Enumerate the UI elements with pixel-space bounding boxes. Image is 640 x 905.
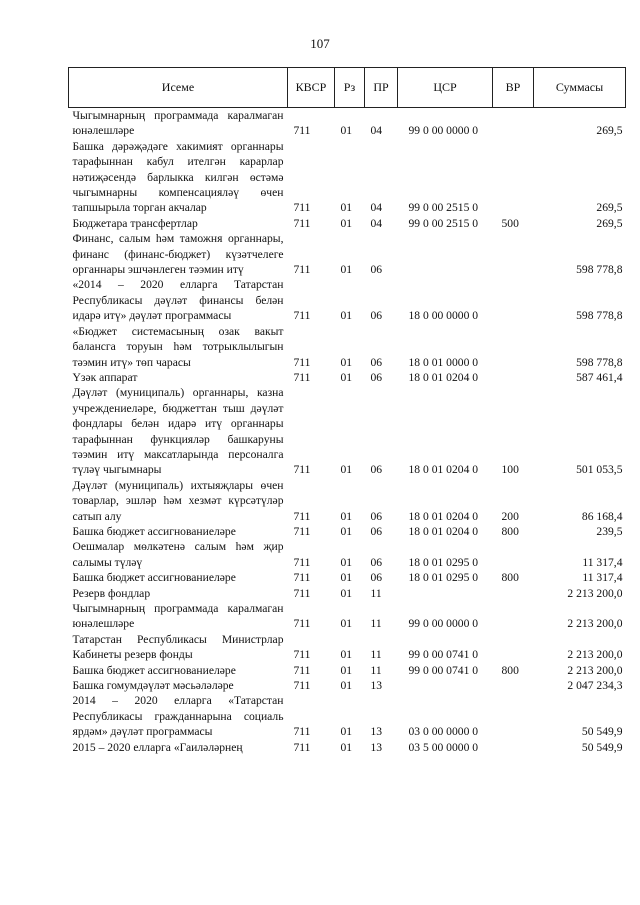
cell-kvsr: 711 bbox=[293, 586, 311, 600]
cell-kvsr: 711 bbox=[293, 555, 311, 569]
header-sum: Суммасы bbox=[534, 68, 626, 108]
cell-kvsr: 711 bbox=[293, 355, 311, 369]
cell-rz: 01 bbox=[340, 725, 353, 739]
table-row bbox=[69, 231, 626, 277]
cell-sum: 269,5 bbox=[596, 124, 623, 138]
cell-name: 2015 – 2020 елларга «Гаиләләрнең bbox=[72, 740, 243, 754]
cell-rz: 01 bbox=[340, 740, 353, 754]
cell-vr bbox=[493, 370, 534, 385]
cell-sum: 598 778,8 bbox=[576, 309, 623, 323]
cell-csr bbox=[398, 231, 493, 277]
cell-csr: 18 0 01 0295 0 bbox=[408, 555, 479, 569]
cell-csr: 03 5 00 0000 0 bbox=[408, 740, 479, 754]
cell-name: Дәүләт (муниципаль) органнары, казна учреждениеләре, бюджеттан тыш дәүләт фондлары белән идарә итү органнары тарафыннан функцияләр башкаруны тәэмин итү максатларында персоналга түләү чыгымнары bbox=[72, 386, 284, 477]
cell-vr bbox=[493, 586, 534, 601]
cell-rz: 01 bbox=[340, 524, 353, 538]
cell-pr: 11 bbox=[370, 648, 382, 662]
cell-pr: 11 bbox=[370, 663, 382, 677]
cell-vr bbox=[493, 693, 534, 739]
cell-vr: 800 bbox=[501, 663, 519, 677]
cell-sum: 11 317,4 bbox=[582, 555, 623, 569]
table-body bbox=[69, 108, 626, 756]
cell-sum: 11 317,4 bbox=[582, 571, 623, 585]
cell-csr: 99 0 00 0000 0 bbox=[408, 617, 479, 631]
cell-sum: 501 053,5 bbox=[576, 463, 623, 477]
cell-vr bbox=[493, 539, 534, 570]
page-number: 107 bbox=[310, 36, 330, 51]
cell-csr: 18 0 00 0000 0 bbox=[408, 309, 479, 323]
table-row bbox=[69, 139, 626, 216]
cell-rz: 01 bbox=[340, 663, 353, 677]
cell-vr bbox=[493, 231, 534, 277]
table-row bbox=[69, 478, 626, 524]
cell-vr: 200 bbox=[501, 509, 519, 523]
cell-rz: 01 bbox=[340, 679, 353, 693]
cell-vr bbox=[493, 324, 534, 370]
cell-sum: 598 778,8 bbox=[576, 263, 623, 277]
cell-vr bbox=[493, 601, 534, 632]
cell-kvsr: 711 bbox=[293, 679, 311, 693]
cell-sum: 269,5 bbox=[596, 201, 623, 215]
cell-rz: 01 bbox=[340, 586, 353, 600]
header-name: Исеме bbox=[69, 68, 288, 108]
cell-csr: 99 0 00 0000 0 bbox=[408, 124, 479, 138]
cell-kvsr: 711 bbox=[293, 725, 311, 739]
table-row bbox=[69, 663, 626, 678]
cell-csr: 18 0 01 0204 0 bbox=[408, 509, 479, 523]
cell-name: Башка гомумдәүләт мәсьәләләре bbox=[72, 679, 234, 693]
cell-vr: 800 bbox=[501, 524, 519, 538]
cell-pr: 06 bbox=[370, 355, 383, 369]
cell-pr: 04 bbox=[370, 201, 383, 215]
cell-vr: 500 bbox=[501, 216, 519, 230]
cell-vr bbox=[493, 277, 534, 323]
table-row bbox=[69, 693, 626, 739]
cell-vr bbox=[493, 632, 534, 663]
cell-pr: 06 bbox=[370, 263, 383, 277]
cell-sum: 598 778,8 bbox=[576, 355, 623, 369]
table-row bbox=[69, 539, 626, 570]
cell-sum: 2 213 200,0 bbox=[567, 617, 623, 631]
cell-rz: 01 bbox=[340, 648, 353, 662]
cell-kvsr: 711 bbox=[293, 740, 311, 754]
cell-csr: 99 0 00 0741 0 bbox=[408, 663, 479, 677]
cell-kvsr: 711 bbox=[293, 524, 311, 538]
header-csr: ЦСР bbox=[398, 68, 493, 108]
cell-kvsr: 711 bbox=[293, 201, 311, 215]
budget-table bbox=[68, 67, 626, 755]
cell-vr bbox=[493, 740, 534, 755]
cell-rz: 01 bbox=[340, 201, 353, 215]
table-row bbox=[69, 601, 626, 632]
cell-pr: 06 bbox=[370, 309, 383, 323]
table-row bbox=[69, 324, 626, 370]
cell-kvsr: 711 bbox=[293, 571, 311, 585]
cell-csr: 03 0 00 0000 0 bbox=[408, 725, 479, 739]
cell-rz: 01 bbox=[340, 263, 353, 277]
cell-vr bbox=[493, 139, 534, 216]
cell-csr bbox=[398, 678, 493, 693]
cell-name: Финанс, салым һәм таможня органнары, финанс (финанс-бюджет) күзәтчелеге органнары эшчәнлеген тәэмин итү bbox=[72, 232, 284, 277]
cell-pr: 06 bbox=[370, 571, 383, 585]
cell-sum: 50 549,9 bbox=[581, 725, 623, 739]
header-pr: ПР bbox=[365, 68, 398, 108]
cell-vr: 100 bbox=[501, 463, 519, 477]
cell-csr: 99 0 00 2515 0 bbox=[408, 216, 479, 230]
cell-name: Дәүләт (муниципаль) ихтыяҗлары өчен товарлар, эшләр һәм хезмәт күрсәтүләр сатып алу bbox=[72, 478, 284, 523]
cell-kvsr: 711 bbox=[293, 663, 311, 677]
cell-rz: 01 bbox=[340, 463, 353, 477]
cell-name: Башка бюджет ассигнованиеләре bbox=[72, 663, 236, 677]
cell-pr: 04 bbox=[370, 216, 383, 230]
cell-csr: 18 0 01 0204 0 bbox=[408, 463, 479, 477]
cell-vr bbox=[493, 108, 534, 139]
cell-rz: 01 bbox=[340, 309, 353, 323]
cell-csr: 18 0 01 0295 0 bbox=[408, 571, 479, 585]
cell-name: Чыгымнарның программада каралмаган юнәлешләре bbox=[72, 109, 284, 138]
table-row bbox=[69, 216, 626, 231]
cell-csr bbox=[398, 586, 493, 601]
cell-pr: 04 bbox=[370, 124, 383, 138]
cell-csr: 18 0 01 0000 0 bbox=[408, 355, 479, 369]
cell-kvsr: 711 bbox=[293, 216, 311, 230]
cell-kvsr: 711 bbox=[293, 309, 311, 323]
cell-name: Башка дәрәҗәдәге хакимият органнары тарафыннан кабул ителгән карарлар нәтиҗәсендә барлыкка килгән өстәмә чыгымнарны компенсацияләү өчен тапшырыла торган акчалар bbox=[72, 139, 284, 215]
table-row bbox=[69, 277, 626, 323]
cell-kvsr: 711 bbox=[293, 509, 311, 523]
cell-pr: 11 bbox=[370, 586, 382, 600]
cell-name: Бюджетара трансфертлар bbox=[72, 216, 198, 230]
cell-sum: 239,5 bbox=[596, 524, 623, 538]
table-row bbox=[69, 570, 626, 585]
table-header-row bbox=[69, 68, 626, 108]
cell-sum: 2 213 200,0 bbox=[567, 648, 623, 662]
cell-sum: 86 168,4 bbox=[581, 509, 623, 523]
cell-name: Резерв фондлар bbox=[72, 586, 151, 600]
cell-pr: 13 bbox=[370, 740, 383, 754]
cell-name: Чыгымнарның программада каралмаган юнәлешләре bbox=[72, 602, 284, 631]
cell-csr: 18 0 01 0204 0 bbox=[408, 524, 479, 538]
cell-rz: 01 bbox=[340, 617, 353, 631]
table-row bbox=[69, 678, 626, 693]
cell-csr: 99 0 00 2515 0 bbox=[408, 201, 479, 215]
cell-name: Үзәк аппарат bbox=[72, 370, 138, 384]
cell-kvsr: 711 bbox=[293, 463, 311, 477]
cell-name: Татарстан Республикасы Министрлар Кабинеты резерв фонды bbox=[72, 632, 284, 662]
cell-name: Оешмалар мөлкәтенә салым һәм җир салымы түләү bbox=[72, 540, 284, 569]
table-row bbox=[69, 740, 626, 755]
cell-pr: 06 bbox=[370, 524, 383, 538]
table-row bbox=[69, 524, 626, 539]
cell-pr: 06 bbox=[370, 555, 383, 569]
cell-csr: 99 0 00 0741 0 bbox=[408, 648, 479, 662]
cell-kvsr: 711 bbox=[293, 124, 311, 138]
cell-rz: 01 bbox=[340, 555, 353, 569]
cell-sum: 269,5 bbox=[596, 216, 623, 230]
cell-sum: 2 213 200,0 bbox=[567, 586, 623, 600]
cell-rz: 01 bbox=[340, 571, 353, 585]
cell-rz: 01 bbox=[340, 216, 353, 230]
table-row bbox=[69, 586, 626, 601]
cell-pr: 06 bbox=[370, 509, 383, 523]
table-row bbox=[69, 108, 626, 139]
cell-name: «Бюджет системасының озак вакыт балансга торуын һәм тотрыклылыгын тәэмин итү» төп чарасы bbox=[72, 324, 284, 369]
header-vr: ВР bbox=[493, 68, 534, 108]
cell-name: 2014 – 2020 елларга «Татарстан Республикасы гражданнарына социаль ярдәм» дәүләт программасы bbox=[72, 694, 284, 739]
cell-pr: 13 bbox=[370, 725, 383, 739]
cell-sum: 2 213 200,0 bbox=[567, 663, 623, 677]
cell-name: «2014 – 2020 елларга Татарстан Республикасы дәүләт финансы белән идарә итү» дәүләт программасы bbox=[72, 278, 284, 323]
cell-rz: 01 bbox=[340, 509, 353, 523]
cell-csr: 18 0 01 0204 0 bbox=[408, 370, 479, 384]
cell-sum: 587 461,4 bbox=[576, 370, 623, 384]
cell-pr: 06 bbox=[370, 463, 383, 477]
cell-name: Башка бюджет ассигнованиеләре bbox=[72, 571, 236, 585]
cell-kvsr: 711 bbox=[293, 370, 311, 384]
cell-vr bbox=[493, 678, 534, 693]
cell-pr: 06 bbox=[370, 370, 383, 384]
header-kvsr: КВСР bbox=[288, 68, 335, 108]
cell-kvsr: 711 bbox=[293, 617, 311, 631]
cell-rz: 01 bbox=[340, 355, 353, 369]
cell-name: Башка бюджет ассигнованиеләре bbox=[72, 524, 236, 538]
cell-pr: 11 bbox=[370, 617, 382, 631]
header-rz: Рз bbox=[335, 68, 365, 108]
cell-pr: 13 bbox=[370, 679, 383, 693]
cell-rz: 01 bbox=[340, 370, 353, 384]
table-row bbox=[69, 632, 626, 663]
cell-sum: 2 047 234,3 bbox=[567, 679, 623, 693]
table-row bbox=[69, 385, 626, 477]
cell-kvsr: 711 bbox=[293, 263, 311, 277]
cell-vr: 800 bbox=[501, 571, 519, 585]
cell-rz: 01 bbox=[340, 124, 353, 138]
table-row bbox=[69, 370, 626, 385]
cell-sum: 50 549,9 bbox=[581, 740, 623, 754]
cell-kvsr: 711 bbox=[293, 648, 311, 662]
